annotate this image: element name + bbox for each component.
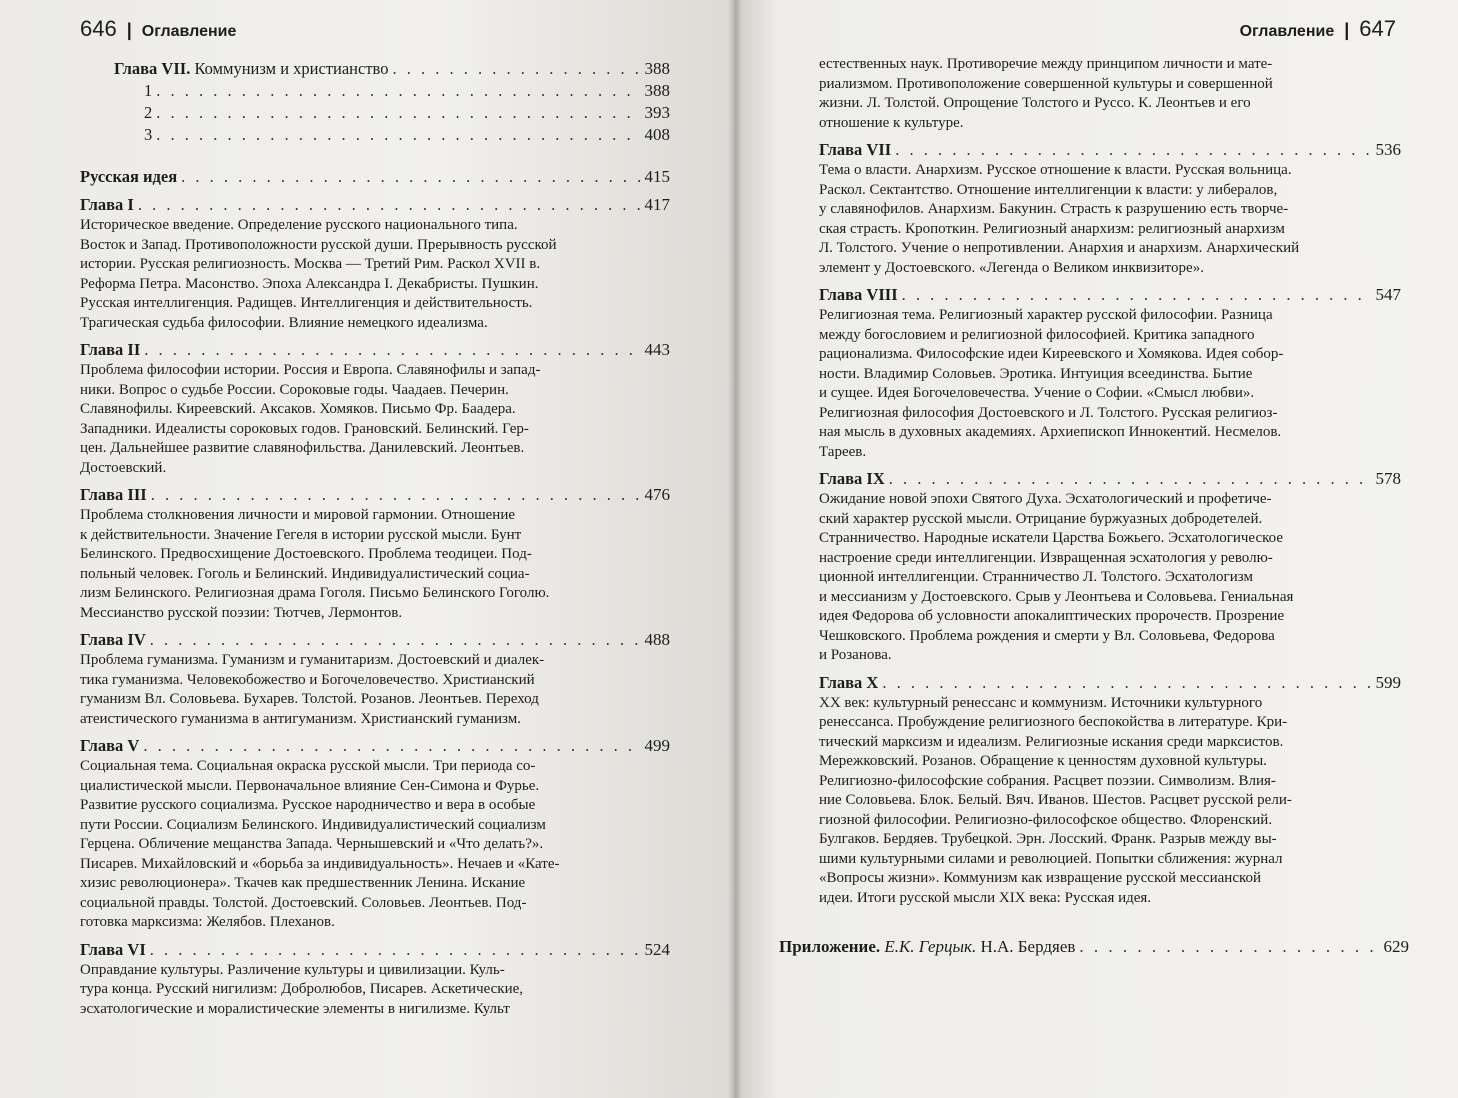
chapter-label: Глава IV (80, 630, 146, 649)
description-line: Проблема гуманизма. Гуманизм и гуманитаризм. Достоевский и диалек- (80, 652, 545, 668)
description-line: Трагическая судьба философии. Влияние немецкого идеализма. (80, 314, 488, 331)
description-line: Тареев. (819, 443, 867, 460)
description-line: гиозной философии. Религиозно-философское общество. Флоренский. (819, 811, 1273, 828)
description-line: ская страсть. Кропоткин. Религиозный анархизм: религиозный анархизм (819, 220, 1285, 237)
chapter-label: Глава III (80, 485, 147, 504)
toc-chapter-entry (80, 735, 670, 757)
description-line: риализмом. Противоположение совершенной культуры и совершенной (819, 75, 1273, 92)
description-line: Проблема столкновения личности и мировой гармонии. Отношение (80, 507, 515, 523)
leader-dots (882, 672, 1371, 694)
description-line: Тема о власти. Анархизм. Русское отношение к власти. Русская вольница. (819, 162, 1292, 178)
description-line: настроение среди интеллигенции. Извращенная эсхатология у револю- (819, 549, 1273, 566)
running-title: Оглавление (141, 23, 237, 40)
description-line: Религиозно-философские собрания. Расцвет поэзии. Символизм. Влия- (819, 772, 1276, 789)
description-line: Герцена. Обличение мещанства Запада. Чернышевский и «Что делать?». (80, 836, 544, 852)
description-line: готовка марксизма: Желябов. Плеханов. (80, 914, 335, 930)
leader-dots (392, 58, 640, 80)
description-line: Социальная тема. Социальная окраска русской мысли. Три периода со- (80, 758, 536, 774)
chapter-description (80, 361, 670, 478)
leader-dots (150, 939, 641, 961)
description-line: гуманизм Вл. Соловьева. Бухарев. Толстой. Розанов. Леонтьев. Переход (80, 691, 539, 707)
description-line: Западники. Идеалисты сороковых годов. Грановский. Белинский. Гер- (80, 420, 529, 437)
page-ref: 524 (644, 939, 670, 959)
description-line: элемент у Достоевского. «Легенда о Великом инквизиторе». (819, 259, 1204, 276)
description-line: ная мысль в духовных академиях. Архиепископ Иннокентий. Несмелов. (819, 424, 1282, 440)
appendix-author: Е.К. Герцык. (884, 937, 977, 956)
part-label: 1 (144, 81, 153, 100)
description-line: циалистической мысли. Первоначальное влияние Сен-Симона и Фурье. (80, 777, 540, 794)
page-ref: 536 (1375, 140, 1401, 159)
description-line: идеи. Итоги русской мысли XIX века: Русская идея. (819, 889, 1152, 906)
leader-dots (156, 80, 640, 102)
chapter-description (80, 216, 670, 333)
chapter-label: Глава IX (819, 469, 885, 488)
description-line: эсхатологические и моралистические элементы в нигилизме. Культ (80, 1000, 510, 1017)
description-line: Белинского. Предвосхищение Достоевского. Проблема теодицеи. Под- (80, 546, 532, 562)
description-line: Странничество. Народные искатели Царства Божьего. Эсхатологическое (819, 530, 1283, 546)
page-ref: 415 (644, 167, 670, 186)
description-line: шими культурными силами и революцией. Попытки сближения: журнал (819, 850, 1283, 867)
appendix-title: Н.А. Бердяев (980, 937, 1076, 956)
page-ref: 499 (644, 736, 670, 755)
book-gutter (728, 0, 742, 1098)
description-line: ники. Вопрос о судьбе России. Сороковые годы. Чаадаев. Печерин. (80, 381, 509, 398)
description-line: пути России. Социализм Белинского. Индивидуалистический социализм (80, 816, 546, 833)
leader-dots (150, 629, 641, 651)
chapter-description (819, 306, 1401, 462)
description-line: Русская интеллигенция. Радищев. Интеллигенция и действительность. (80, 295, 533, 311)
separator: | (1344, 20, 1350, 40)
description-line: Историческое введение. Определение русского национального типа. (80, 217, 518, 233)
leader-dots (144, 339, 640, 361)
description-line: польный человек. Гоголь и Белинский. Индивидуалистический социа- (80, 565, 530, 582)
description-line: Реформа Петра. Масонство. Эпоха Александра I. Декабристы. Пушкин. (80, 275, 539, 292)
chapter-label: Глава VII (819, 140, 892, 159)
description-line: Ожидание новой эпохи Святого Духа. Эсхатологический и профетиче- (819, 491, 1272, 507)
leader-dots (151, 484, 641, 506)
description-line: к действительности. Значение Гегеля в истории русской мысли. Бунт (80, 526, 522, 543)
page-ref: 599 (1375, 672, 1401, 692)
description-line: атеистического гуманизма в антигуманизм. Христианский гуманизм. (80, 710, 522, 727)
toc-chapter-entry (80, 484, 670, 506)
description-line: тика гуманизма. Человекобожество и Богочеловечество. Христианский (80, 671, 535, 688)
page-ref: 408 (644, 125, 670, 144)
chapter-description-continuation (819, 55, 1401, 133)
description-line: социальной правды. Толстой. Достоевский. Соловьев. Леонтьев. Под- (80, 894, 527, 911)
description-line: хизис революционера». Ткачев как предшественник Ленина. Искание (80, 875, 526, 891)
toc-entry-part (80, 80, 670, 102)
page-ref: 629 (1383, 937, 1409, 956)
description-line: Мережковский. Розанов. Обращение к ценностям духовной культуры. (819, 753, 1267, 769)
toc-chapter-entry (80, 339, 670, 361)
description-line: между богословием и религиозной философией. Критика западного (819, 326, 1255, 343)
left-chapter-list (80, 194, 670, 1019)
description-line: истории. Русская религиозность. Москва — Третий Рим. Раскол XVII в. (80, 256, 541, 272)
description-line: Чешковского. Проблема рождения и смерти у Вл. Соловьева, Федорова (819, 627, 1275, 644)
description-line: ности. Владимир Соловьев. Эротика. Интуиция всеединства. Бытие (819, 365, 1253, 382)
description-line: цен. Дальнейшее развитие славянофильства. Данилевский. Леонтьев. (80, 440, 525, 456)
description-line: естественных наук. Противоречие между принципом личности и мате- (819, 56, 1273, 72)
description-line: отношение к культуре. (819, 114, 964, 131)
toc-entry-ch7 (80, 58, 670, 80)
description-line: Славянофилы. Киреевский. Аксаков. Хомяков. Письмо Фр. Баадера. (80, 401, 516, 417)
description-line: Проблема философии истории. Россия и Европа. Славянофилы и запад- (80, 362, 541, 378)
page-ref: 388 (644, 81, 670, 100)
toc-chapter-entry (80, 194, 670, 216)
description-line: Достоевский. (80, 459, 167, 476)
description-line: Мессианство русской поэзии: Тютчев, Лермонтов. (80, 604, 403, 621)
leader-dots (895, 139, 1371, 161)
description-line: лизм Белинского. Религиозная драма Гоголя. Письмо Белинского Гоголю. (80, 585, 550, 601)
right-toc-column (779, 55, 1409, 958)
page-ref: 547 (1375, 285, 1401, 304)
left-toc-column (80, 58, 670, 1023)
page-ref: 388 (644, 59, 670, 78)
description-line: тура конца. Русский нигилизм: Добролюбов, Писарев. Аскетические, (80, 981, 524, 997)
description-line: ский характер русской мысли. Отрицание буржуазных добродетелей. (819, 510, 1263, 527)
leader-dots (1079, 936, 1379, 958)
description-line: ренессанса. Пробуждение религиозного беспокойства в литературе. Кри- (819, 714, 1288, 730)
toc-entry-part (80, 124, 670, 146)
chapter-label: Глава I (80, 195, 134, 214)
description-line: ние Соловьева. Блок. Белый. Вяч. Иванов. Шестов. Расцвет русской рели- (819, 792, 1292, 808)
chapter-label: Глава VII. (114, 59, 191, 78)
part-label: 2 (144, 103, 153, 122)
toc-chapter-entry (80, 629, 670, 651)
chapter-label: Глава VIII (819, 285, 898, 304)
chapter-label: Глава II (80, 340, 141, 359)
description-line: ционной интеллигенции. Странничество Л. Толстого. Эсхатологизм (819, 569, 1253, 585)
toc-chapter-entry (80, 939, 670, 961)
leader-dots (156, 124, 640, 146)
description-line: Писарев. Михайловский и «борьба за индивидуальность». Нечаев и «Кате- (80, 855, 560, 872)
page-number: 647 (1359, 16, 1396, 41)
separator: | (126, 20, 132, 40)
page-ref: 393 (644, 103, 670, 122)
toc-chapter-entry (819, 468, 1401, 490)
leader-dots (138, 194, 641, 216)
page-ref: 488 (644, 630, 670, 649)
description-line: тический марксизм и идеализм. Религиозные искания среди марксистов. (819, 733, 1284, 750)
leader-dots (889, 468, 1372, 490)
chapter-description (80, 651, 670, 729)
part-label: 3 (144, 125, 153, 144)
leader-dots (902, 284, 1372, 306)
description-line: и Розанова. (819, 647, 892, 663)
chapter-label: Глава VI (80, 939, 146, 959)
right-running-head (1240, 16, 1396, 42)
toc-entry-appendix (779, 936, 1409, 958)
section-title: Русская идея (80, 167, 178, 186)
page-ref: 417 (644, 195, 670, 214)
description-line: Оправдание культуры. Различение культуры и цивилизации. Куль- (80, 961, 505, 978)
description-line: у славянофилов. Анархизм. Бакунин. Страсть к разрушению есть творче- (819, 201, 1289, 217)
page-number: 646 (80, 16, 117, 41)
description-line: Л. Толстого. Учение о непротивлении. Анархия и анархизм. Анархический (819, 240, 1300, 256)
leader-dots (181, 166, 640, 188)
leader-dots (156, 102, 640, 124)
toc-chapter-entry (819, 672, 1401, 694)
description-line: Булгаков. Бердяев. Трубецкой. Эрн. Лосский. Франк. Разрыв между вы- (819, 831, 1277, 847)
description-line: Развитие русского социализма. Русское народничество и вера в особые (80, 797, 536, 813)
toc-entry-part (80, 102, 670, 124)
right-chapter-list (819, 139, 1401, 908)
chapter-description (819, 490, 1401, 666)
toc-chapter-entry (819, 139, 1401, 161)
description-line: «Вопросы жизни». Коммунизм как извращение русской мессианской (819, 870, 1262, 886)
toc-section-russian-idea (80, 166, 670, 188)
description-line: Раскол. Сектантство. Отношение интеллигенции к власти: у либералов, (819, 181, 1278, 198)
toc-chapter-entry (819, 284, 1401, 306)
page-ref: 578 (1375, 469, 1401, 488)
description-line: рационализма. Философские идеи Киреевского и Хомякова. Идея собор- (819, 346, 1284, 362)
chapter-description (819, 694, 1401, 909)
chapter-label: Глава X (819, 672, 879, 692)
description-line: Религиозная тема. Религиозный характер русской философии. Разница (819, 307, 1273, 323)
description-line: и мессианизм у Достоевского. Срыв у Леонтьева и Соловьева. Гениальная (819, 588, 1294, 605)
chapter-title: Коммунизм и христианство (194, 59, 389, 78)
right-page (735, 0, 1458, 1098)
description-line: XX век: культурный ренессанс и коммунизм. Источники культурного (819, 694, 1263, 711)
description-line: Религиозная философия Достоевского и Л. Толстого. Русская религиоз- (819, 404, 1278, 421)
description-line: идея Федорова об условности апокалиптических пророчеств. Прозрение (819, 608, 1285, 624)
chapter-description (80, 757, 670, 933)
left-running-head (80, 16, 236, 42)
chapter-label: Глава V (80, 736, 140, 755)
description-line: и сущее. Идея Богочеловечества. Учение о Софии. «Смысл любви». (819, 385, 1255, 401)
description-line: Восток и Запад. Противоположности русской души. Прерывность русской (80, 236, 557, 253)
appendix-label: Приложение. (779, 937, 881, 956)
chapter-description (80, 506, 670, 623)
leader-dots (143, 735, 640, 757)
running-title: Оглавление (1239, 23, 1335, 40)
page-ref: 476 (644, 485, 670, 504)
chapter-description (819, 161, 1401, 278)
page-ref: 443 (644, 340, 670, 359)
chapter-description (80, 961, 670, 1020)
description-line: жизни. Л. Толстой. Опрощение Толстого и Руссо. К. Леонтьев и его (819, 95, 1251, 111)
